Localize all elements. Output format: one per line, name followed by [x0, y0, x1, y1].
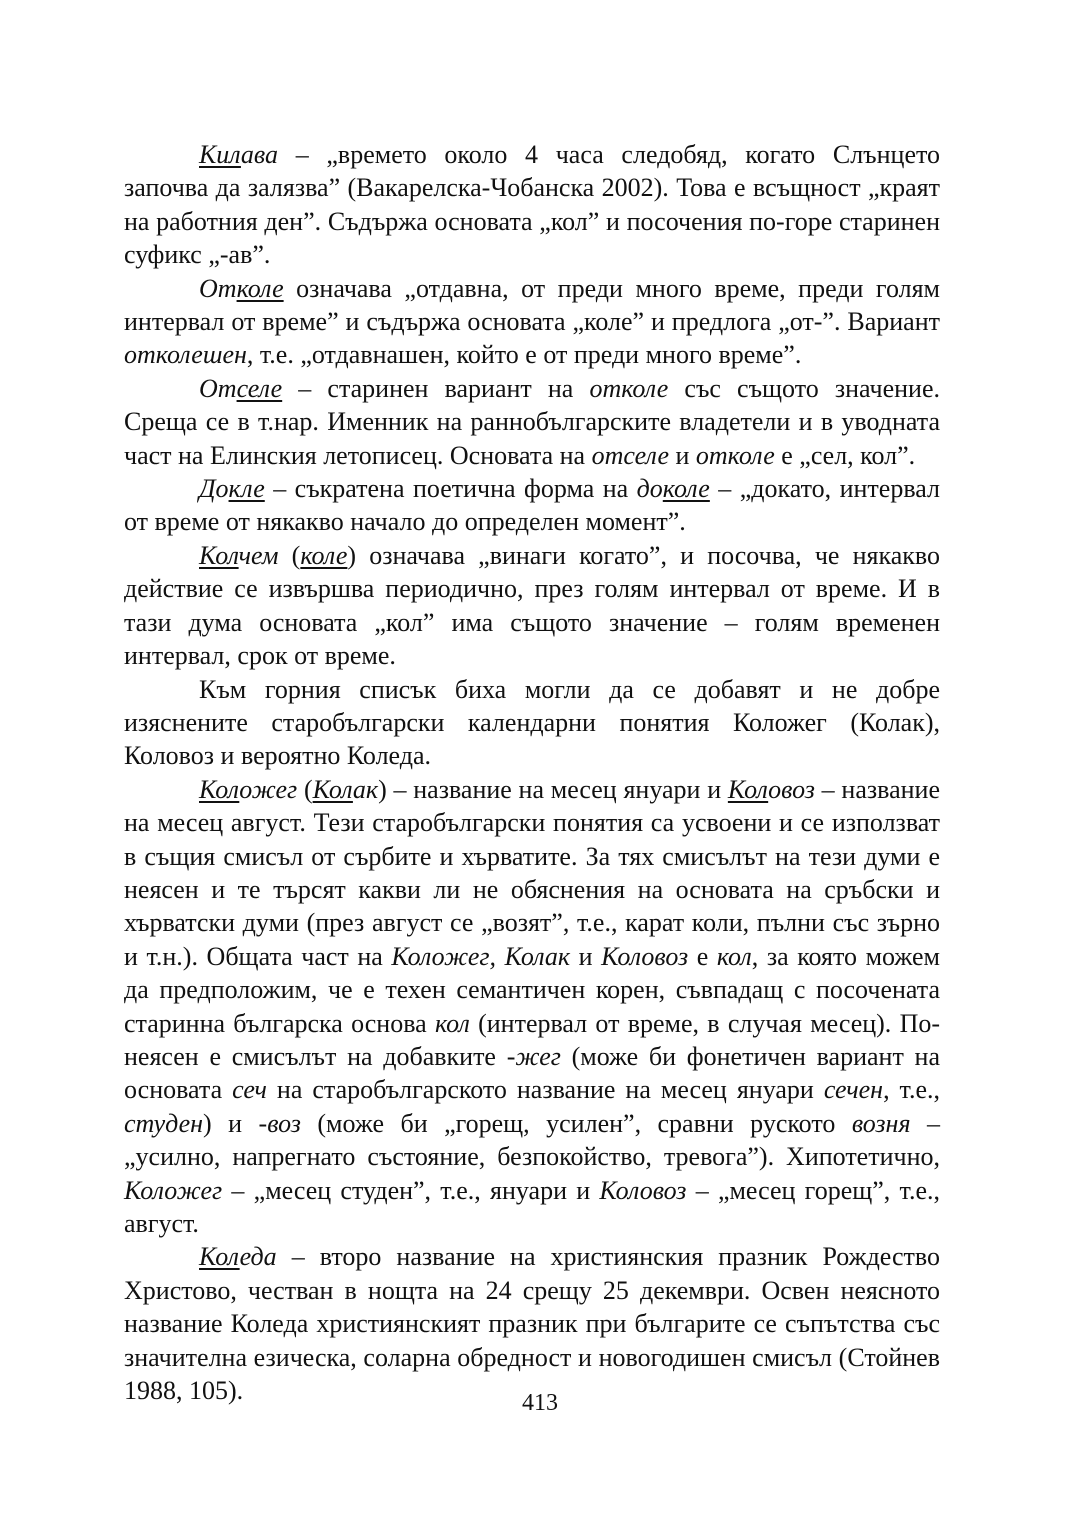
term: Отколе: [199, 273, 284, 303]
term: Килава: [199, 140, 279, 169]
page-number: 413: [522, 1390, 558, 1416]
paragraph-kolchem: Колчем (коле) означава „винаги когато”, и посочва, че някакво действие се извършва периодично, през голям интервал от време. И в тази дума основата „кол” има същото значение – голям временен интервал, срок от време.: [124, 540, 940, 671]
paragraph-dokle: Докле – съкратена поетична форма на доколе – „докато, интервал от време от някакво начало до определен момент”.: [124, 474, 940, 537]
term: Коложег: [199, 774, 298, 804]
term: Колчем: [199, 540, 279, 570]
term: Отселе: [199, 373, 283, 403]
page-body: [124, 138, 940, 1407]
paragraph-kolozheg: Коложег (Колак) – название на месец януари и Коловоз – название на месец август. Тези старобългарски понятия са усвоени и се използват в същия смисъл от сърбите и хърватите. За тях смисълът на тези думи е неясен и те търсят какви ли не обяснения на основата на сръбски и хърватски думи (през август се „возят”, т.е., карат коли, пълни със зърно и т.н.). Общата част на Коложег, Колак и Коловоз е кол, за която можем да предположим, че е техен семантичен корен, съвпадащ с посочената старинна българска основа кол (интервал от време, в случая месец). По-неясен е смисълът на добавките -жег (може би фонетичен вариант на основата сеч на старобългарското название на месец януари сечен, т.е., студен) и -воз (може би „горещ, усилен”, сравни руското возня – „усилно, напрегнато състояние, безпокойство, тревога”). Хипотетично, Коложег – „месец студен”, т.е., януари и Коловоз – „месец горещ”, т.е., август.: [124, 774, 941, 1238]
paragraph-koleda: Коледа – второ название на християнския празник Рождество Христово, честван в нощта на 24 срещу 25 декември. Освен неясното название Коледа християнският празник при българите се съпътства със значителна езическа, соларна обредност и новогодишен смисъл (Стойнев 1988, 105).: [124, 1242, 940, 1406]
paragraph-kilava: Килава – „времето около 4 часа следобяд, когато Слънцето започва да залязва” (Вакарелска-Чобанска 2002). Това е всъщност „краят на работния ден”. Съдържа основата „кол” и посочения по-горе старинен суфикс „-ав”.: [124, 140, 940, 270]
paragraph-otkole: Отколе означава „отдавна, от преди много време, преди голям интервал от време” и съдържа основата „коле” и предлога „от-”. Вариант отколешен, т.е. „отдавнашен, който е от преди много време”.: [124, 273, 940, 370]
term: Докле: [199, 474, 265, 504]
term: Коледа: [199, 1242, 277, 1272]
paragraph-otsele: Отселе – старинен вариант на отколе със същото значение. Среща се в т.нар. Именник на раннобългарските владетели и в уводната част на Елинския летописец. Основата на отселе и отколе е „сел, кол”.: [124, 373, 941, 470]
paragraph-list-intro: Към горния списък биха могли да се добавят и не добре изяснените старобългарски календарни понятия Коложег (Колак), Коловоз и вероятно Коледа.: [124, 674, 940, 771]
